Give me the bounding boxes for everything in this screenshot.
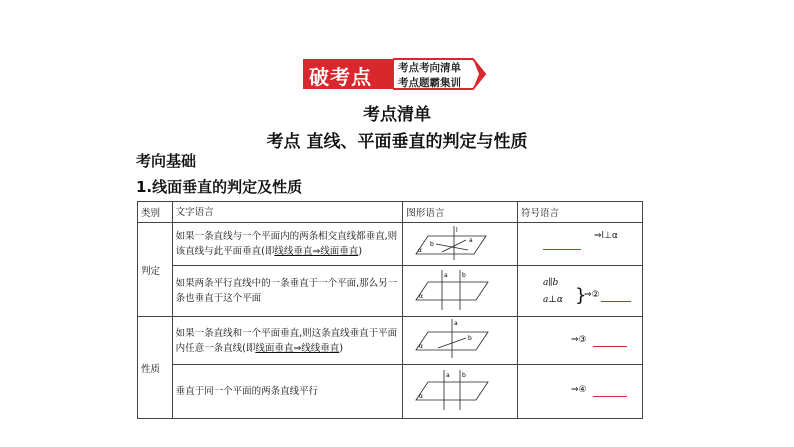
figure-cell: [403, 317, 518, 365]
text-cell: 如果一条直线和一个平面垂直,则这条直线垂直于平面内任意一条直线(即线面垂直⇒线线垂直): [172, 317, 403, 365]
banner-main-text: 破考点: [309, 65, 372, 89]
answer-blank: [593, 396, 627, 397]
svg-text:l: l: [456, 226, 459, 234]
header-figure-language: 图形语言: [403, 202, 518, 223]
symbol-cell: [517, 365, 642, 419]
header-symbol-language: 符号语言: [517, 202, 642, 223]
banner-subtitle-2: 考点题霸集训: [398, 77, 461, 89]
svg-text:b: b: [468, 335, 473, 342]
svg-text:α: α: [419, 292, 424, 300]
symbol-premise-2: a⊥α: [542, 295, 563, 305]
symbol-cell: [517, 223, 642, 266]
table-row: [138, 317, 643, 365]
brace-icon: }: [574, 285, 587, 306]
symbol-cell: [517, 266, 642, 317]
figure-cell: [403, 266, 518, 317]
svg-text:α: α: [419, 393, 424, 400]
symbol-result: ⇒④: [570, 385, 587, 395]
property-table: [137, 201, 643, 419]
banner-subtitle-1: 考点考向清单: [398, 62, 461, 74]
svg-text:α: α: [418, 246, 423, 254]
section-banner: [303, 57, 489, 91]
text-cell: 垂直于同一个平面的两条直线平行: [172, 365, 403, 419]
header-category: 类别: [138, 202, 173, 223]
subsection-heading: 1.线面垂直的判定及性质: [136, 178, 303, 196]
symbol-result: ⇒③: [570, 335, 587, 345]
text-link: 线面垂直⇒线线垂直: [255, 342, 340, 354]
page-subtitle: 考点 直线、平面垂直的判定与性质: [266, 132, 528, 152]
svg-text:α: α: [419, 343, 424, 350]
two-perpendicular-lines-figure: [406, 368, 496, 412]
figure-cell: [403, 223, 518, 266]
category-cell: 判定: [138, 223, 173, 317]
parallel-lines-plane-figure: [406, 268, 496, 312]
answer-blank: [543, 249, 581, 250]
page-title: 考点清单: [363, 105, 431, 125]
line-perpendicular-plane-figure: [406, 318, 496, 360]
text-link: 线线垂直⇒线面垂直: [274, 246, 359, 257]
svg-text:a: a: [446, 372, 451, 379]
table-row: [138, 266, 643, 317]
svg-text:b: b: [462, 372, 467, 379]
answer-blank: [601, 301, 631, 302]
header-text-language: 文字语言: [172, 202, 403, 223]
svg-text:b: b: [430, 240, 435, 248]
section-heading: 考向基础: [136, 152, 197, 170]
svg-text:a: a: [454, 320, 459, 327]
table-row: [138, 223, 643, 266]
svg-text:b: b: [462, 271, 467, 279]
symbol-premise-1: a∥b: [542, 278, 559, 288]
svg-text:a: a: [469, 236, 474, 244]
table-header-row: [138, 202, 643, 223]
perpendicular-line-plane-figure: [406, 224, 496, 262]
category-cell: 性质: [138, 317, 173, 419]
table-row: [138, 365, 643, 419]
text-cell: 如果两条平行直线中的一条垂直于一个平面,那么另一条也垂直于这个平面: [172, 266, 403, 317]
symbol-result: ⇒②: [583, 290, 600, 300]
figure-cell: [403, 365, 518, 419]
svg-text:a: a: [444, 271, 449, 279]
symbol-cell: [517, 317, 642, 365]
symbol-result: ⇒l⊥α: [593, 231, 618, 241]
answer-blank: [593, 346, 627, 347]
text-cell: 如果一条直线与一个平面内的两条相交直线都垂直,则该直线与此平面垂直(即线线垂直⇒线面垂直): [172, 223, 403, 266]
